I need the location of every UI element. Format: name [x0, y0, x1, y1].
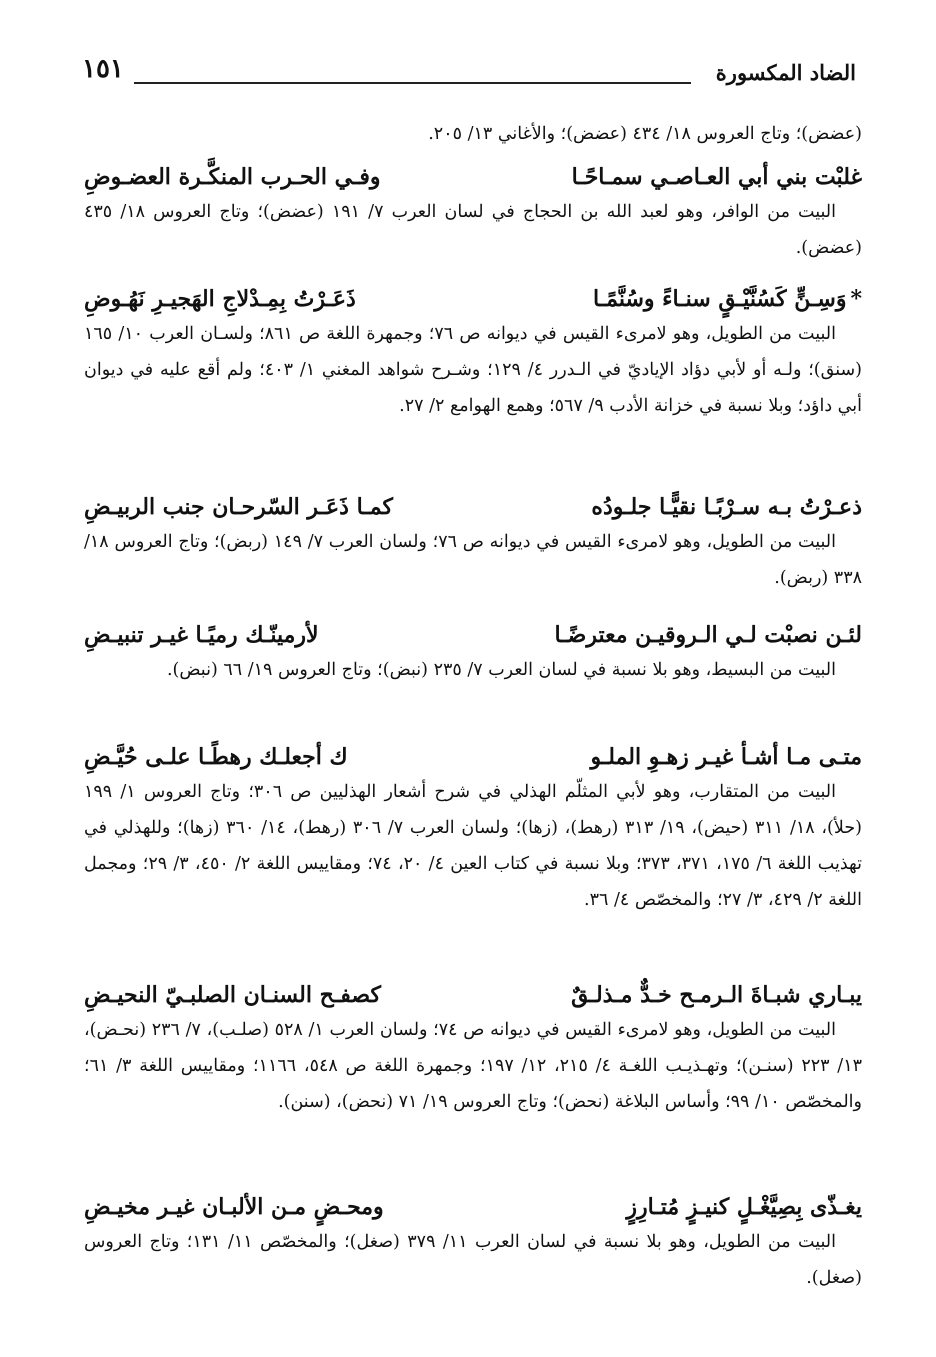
- page-header: [82, 52, 856, 96]
- verse-entry-4: [84, 618, 862, 688]
- source-note: [84, 194, 862, 266]
- first-hemistich: [593, 282, 862, 316]
- source-note-text: البيت من البسيط، وهو بلا نسبة في لسان العرب ٧/ ٢٣٥ (نبض)؛ وتاج العروس ١٩/ ٦٦ (نبض).: [166, 660, 836, 680]
- second-hemistich: لأرمينّـك رميًـا غيـر تنبيـضِ: [84, 622, 319, 648]
- top-note-block: [84, 116, 862, 152]
- first-hemistich-text: وَسِـنٍّ كَسُنَّيْـقٍ سنـاءً وسُنَّمًـا: [592, 286, 847, 312]
- verse-line: [84, 160, 862, 194]
- first-hemistich: لئـن نصبْت لـي الـروقيـن معترضًـا: [554, 622, 862, 648]
- second-hemistich: ومحـضٍ مـن الألبـان غيـر مخيـضِ: [84, 1194, 384, 1220]
- verse-entry-3: [84, 490, 862, 596]
- source-note-text: البيت من الطويل، وهو بلا نسبة في لسان العرب ١١/ ٣٧٩ (صغل)؛ والمخصّص ١١/ ١٣١؛ وتاج العروس (صغل).: [84, 1232, 862, 1288]
- source-note: [84, 652, 862, 688]
- source-note-text: البيت من المتقارب، وهو لأبي المثلّم الهذلي في شرح أشعار الهذليين ص ٣٠٦؛ وتاج العروس ١/ ١٩٩ (حلأ)، ١٨/ ٣١١ (حيض)، ١٩/ ٣١٣ (رهط)، (زها)؛ ولسان العرب ٧/ ٣٠٦ (رهط)، ١٤/ ٣٦٠ (زها)؛ وللهذلي في تهذيب اللغة ٦/ ١٧٥، ٣٧١، ٣٧٣؛ وبلا نسبة في كتاب العين ٤/ ٢٠، ٧٤؛ ومقاييس اللغة ٢/ ٤٥٠، ٣/ ٢٩؛ ومجمل اللغة ٢/ ٤٢٩، ٣/ ٢٧؛ والمخصّص ٤/ ٣٦.: [84, 782, 862, 910]
- verse-entry-1: [84, 160, 862, 266]
- source-note-text: البيت من الطويل، وهو لامرىء القيس في ديوانه ص ٧٦؛ وجمهرة اللغة ص ٨٦١؛ ولسـان العرب ١٠/ ١٦٥ (سنق)؛ ولـه أو لأبي دؤاد الإياديّ في الـدرر ٤/ ١٢٩؛ وشـرح شواهد المغني ١/ ٤٠٣؛ ولم أقع عليه في ديوان أبي داؤد؛ وبلا نسبة في خزانة الأدب ٩/ ٥٦٧؛ وهمع الهوامع ٢/ ٢٧.: [84, 324, 862, 416]
- first-hemistich: يغـذّى بِصِيَّغْـلٍ كنيـزٍ مُتـارِزٍ: [626, 1194, 862, 1220]
- source-note-text: البيت من الطويل، وهو لامرىء القيس في ديوانه ص ٧٤؛ ولسان العرب ١/ ٥٢٨ (صلـب)، ٧/ ٢٣٦ (نحـض)، ١٣/ ٢٢٣ (سنـن)؛ وتهـذيـب اللغـة ٤/ ٢١٥، ١٢/ ١٩٧؛ وجمهرة اللغة ص ٥٤٨، ١١٦٦؛ ومقاييس اللغة ٣/ ٦١؛ والمخصّص ١٠/ ٩٩؛ وأساس البلاغة (نحض)؛ وتاج العروس ١٩/ ٧١ (نحض)، (سنن).: [84, 1020, 863, 1112]
- top-note: (عضض)؛ وتاج العروس ١٨/ ٤٣٤ (عضض)؛ والأغاني ١٣/ ٢٠٥.: [428, 124, 862, 144]
- verse-entry-5: [84, 740, 862, 918]
- second-hemistich: ك أجعلـك رهطًـا علـى حُيَّـضِ: [84, 744, 348, 770]
- verse-entry-6: [84, 978, 862, 1120]
- second-hemistich: كمـا ذَعَـر السّرحـان جنب الربيـضِ: [84, 494, 393, 520]
- source-note: [84, 774, 862, 918]
- verse-line: [84, 618, 862, 652]
- source-note: [84, 524, 862, 596]
- chapter-title: الضاد المكسورة: [715, 60, 856, 85]
- verse-line: [84, 1190, 862, 1224]
- verse-line: [84, 490, 862, 524]
- source-note-text: البيت من الوافر، وهو لعبد الله بن الحجاج في لسان العرب ٧/ ١٩١ (عضض)؛ وتاج العروس ١٨/ ٤٣٥ (عضض).: [84, 202, 862, 258]
- source-note-text: البيت من الطويل، وهو لامرىء القيس في ديوانه ص ٧٦؛ ولسان العرب ٧/ ١٤٩ (ربض)؛ وتاج العروس ١٨/ ٣٣٨ (ربض).: [84, 532, 862, 588]
- verse-line: [84, 740, 862, 774]
- first-hemistich: يبـاري شبـاةَ الـرمـح خـدٌّ مـذلـقٌ: [571, 982, 862, 1008]
- source-note: [84, 316, 862, 424]
- second-hemistich: كصفـح السنـان الصلبـيّ النحيـضِ: [84, 982, 381, 1008]
- verse-line: [84, 978, 862, 1012]
- header-rule: [134, 82, 691, 84]
- source-note: [84, 1012, 862, 1120]
- verse-entry-2: [84, 282, 862, 424]
- second-hemistich: ذَعَـرْتُ بِمِـدْلاجِ الهَجيـرِ نَهُـوضِ: [84, 286, 356, 312]
- second-hemistich: وفـي الحـرب المنكَّـرة العضـوضِ: [84, 164, 381, 190]
- verse-entry-7: [84, 1190, 862, 1296]
- source-note: [84, 1224, 862, 1296]
- verse-line: [84, 282, 862, 316]
- first-hemistich: غلبْت بني أبي العـاصـي سمـاحًـا: [571, 164, 862, 190]
- page-number: ١٥١: [82, 54, 124, 84]
- star-marker: *: [850, 286, 862, 312]
- first-hemistich: متـى مـا أشـأ غيـر زهـوِ الملـو: [590, 744, 862, 770]
- first-hemistich: ذعـرْتُ بـه سـرْبًـا نقيًّـا جلـودُه: [591, 494, 862, 520]
